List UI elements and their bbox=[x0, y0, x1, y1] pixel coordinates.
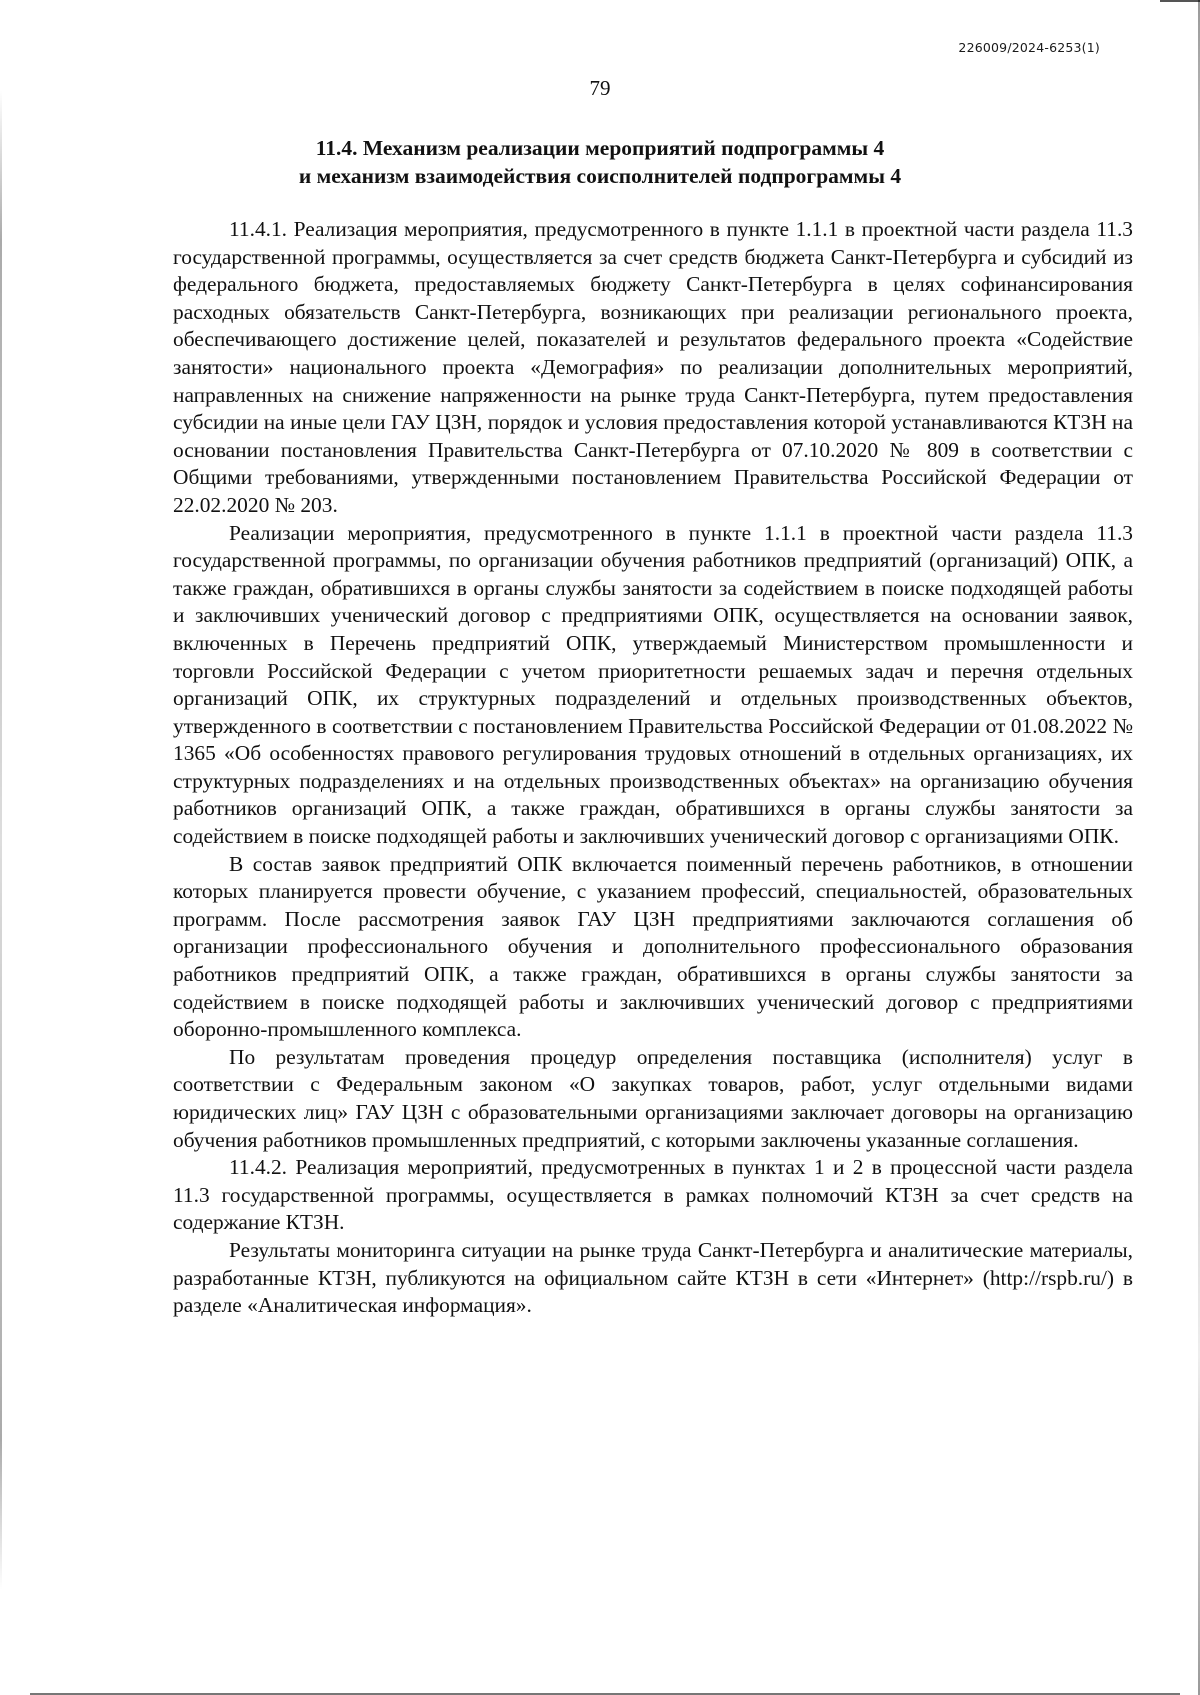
body-text bbox=[173, 216, 1133, 1320]
registration-number: 226009/2024-6253(1) bbox=[958, 40, 1100, 55]
section-title-line-2: и механизм взаимодействия соисполнителей подпрограммы 4 bbox=[298, 164, 902, 188]
paragraph-monitoring: Результаты мониторинга ситуации на рынке труда Санкт-Петербурга и аналитические материалы, разработанные КТЗН, публикуются на официальном сайте КТЗН в сети «Интернет» (http://rspb.ru/) в разделе «Аналитическая информация». bbox=[173, 1237, 1133, 1318]
paragraph-11-4-1: 11.4.1. Реализация мероприятия, предусмотренного в пункте 1.1.1 в проектной части раздела 11.3 государственной программы, осуществляется за счет средств бюджета Санкт-Петербурга и субсидий из федерального бюджета, предоставляемых бюджету Санкт-Петербурга в целях софинансирования расходных обязательств Санкт-Петербурга, возникающих при реализации регионального проекта, обеспечивающего достижение целей, показателей и результатов федерального проекта «Содействие занятости» национального проекта «Демография» по реализации дополнительных мероприятий, направленных на снижение напряженности на рынке труда Санкт-Петербурга, путем предоставления субсидии на иные цели ГАУ ЦЗН, порядок и условия предоставления которой устанавливаются КТЗН на основании постановления Правительства Санкт-Петербурга от 07.10.2020 № 809 в соответствии с Общими требованиями, утвержденными постановлением Правительства Российской Федерации от 22.02.2020 № 203. bbox=[173, 217, 1133, 517]
page-number: 79 bbox=[589, 76, 611, 100]
section-title bbox=[0, 134, 1200, 190]
scan-corner-top bbox=[1160, 0, 1200, 2]
paragraph-opk-applications: В состав заявок предприятий ОПК включается поименный перечень работников, в отношении которых планируется провести обучение, с указанием профессий, специальностей, образовательных программ. После рассмотрения заявок ГАУ ЦЗН предприятиями заключаются соглашения об организации профессионального обучения и дополнительного профессионального образования работников предприятий ОПК, а также граждан, обратившихся в органы службы занятости за содействием в поиске подходящей работы и заключивших ученический договор с предприятиями оборонно-промышленного комплекса. bbox=[173, 851, 1133, 1042]
section-title-line-1: 11.4. Механизм реализации мероприятий подпрограммы 4 bbox=[315, 136, 885, 160]
paragraph-opk-training: Реализации мероприятия, предусмотренного в пункте 1.1.1 в проектной части раздела 11.3 государственной программы, по организации обучения работников предприятий (организаций) ОПК, а также граждан, обратившихся в органы службы занятости за содействием в поиске подходящей работы и заключивших ученический договор с предприятиями ОПК, осуществляется на основании заявок, включенных в Перечень предприятий ОПК, утверждаемый Министерством промышленности и торговли Российской Федерации с учетом приоритетности решаемых задач и перечня отдельных организаций ОПК, их структурных подразделений и отдельных производственных объектов, утвержденного в соответствии с постановлением Правительства Российской Федерации от 01.08.2022 № 1365 «Об особенностях правового регулирования трудовых отношений в отдельных организациях, их структурных подразделениях и на отдельных производственных объектах» на организацию обучения работников организаций ОПК, а также граждан, обратившихся в органы службы занятости за содействием в поиске подходящей работы и заключивших ученический договор с организациями ОПК. bbox=[173, 520, 1133, 849]
scan-edge-left bbox=[0, 90, 2, 1590]
paragraph-procurement: По результатам проведения процедур определения поставщика (исполнителя) услуг в соответствии с Федеральным законом «О закупках товаров, работ, услуг отдельными видами юридических лиц» ГАУ ЦЗН с образовательными организациями заключает договоры на организацию обучения работников промышленных предприятий, с которыми заключены указанные соглашения. bbox=[173, 1044, 1133, 1152]
paragraph-11-4-2: 11.4.2. Реализация мероприятий, предусмотренных в пунктах 1 и 2 в процессной части раздела 11.3 государственной программы, осуществляется в рамках полномочий КТЗН за счет средств на содержание КТЗН. bbox=[173, 1155, 1133, 1235]
